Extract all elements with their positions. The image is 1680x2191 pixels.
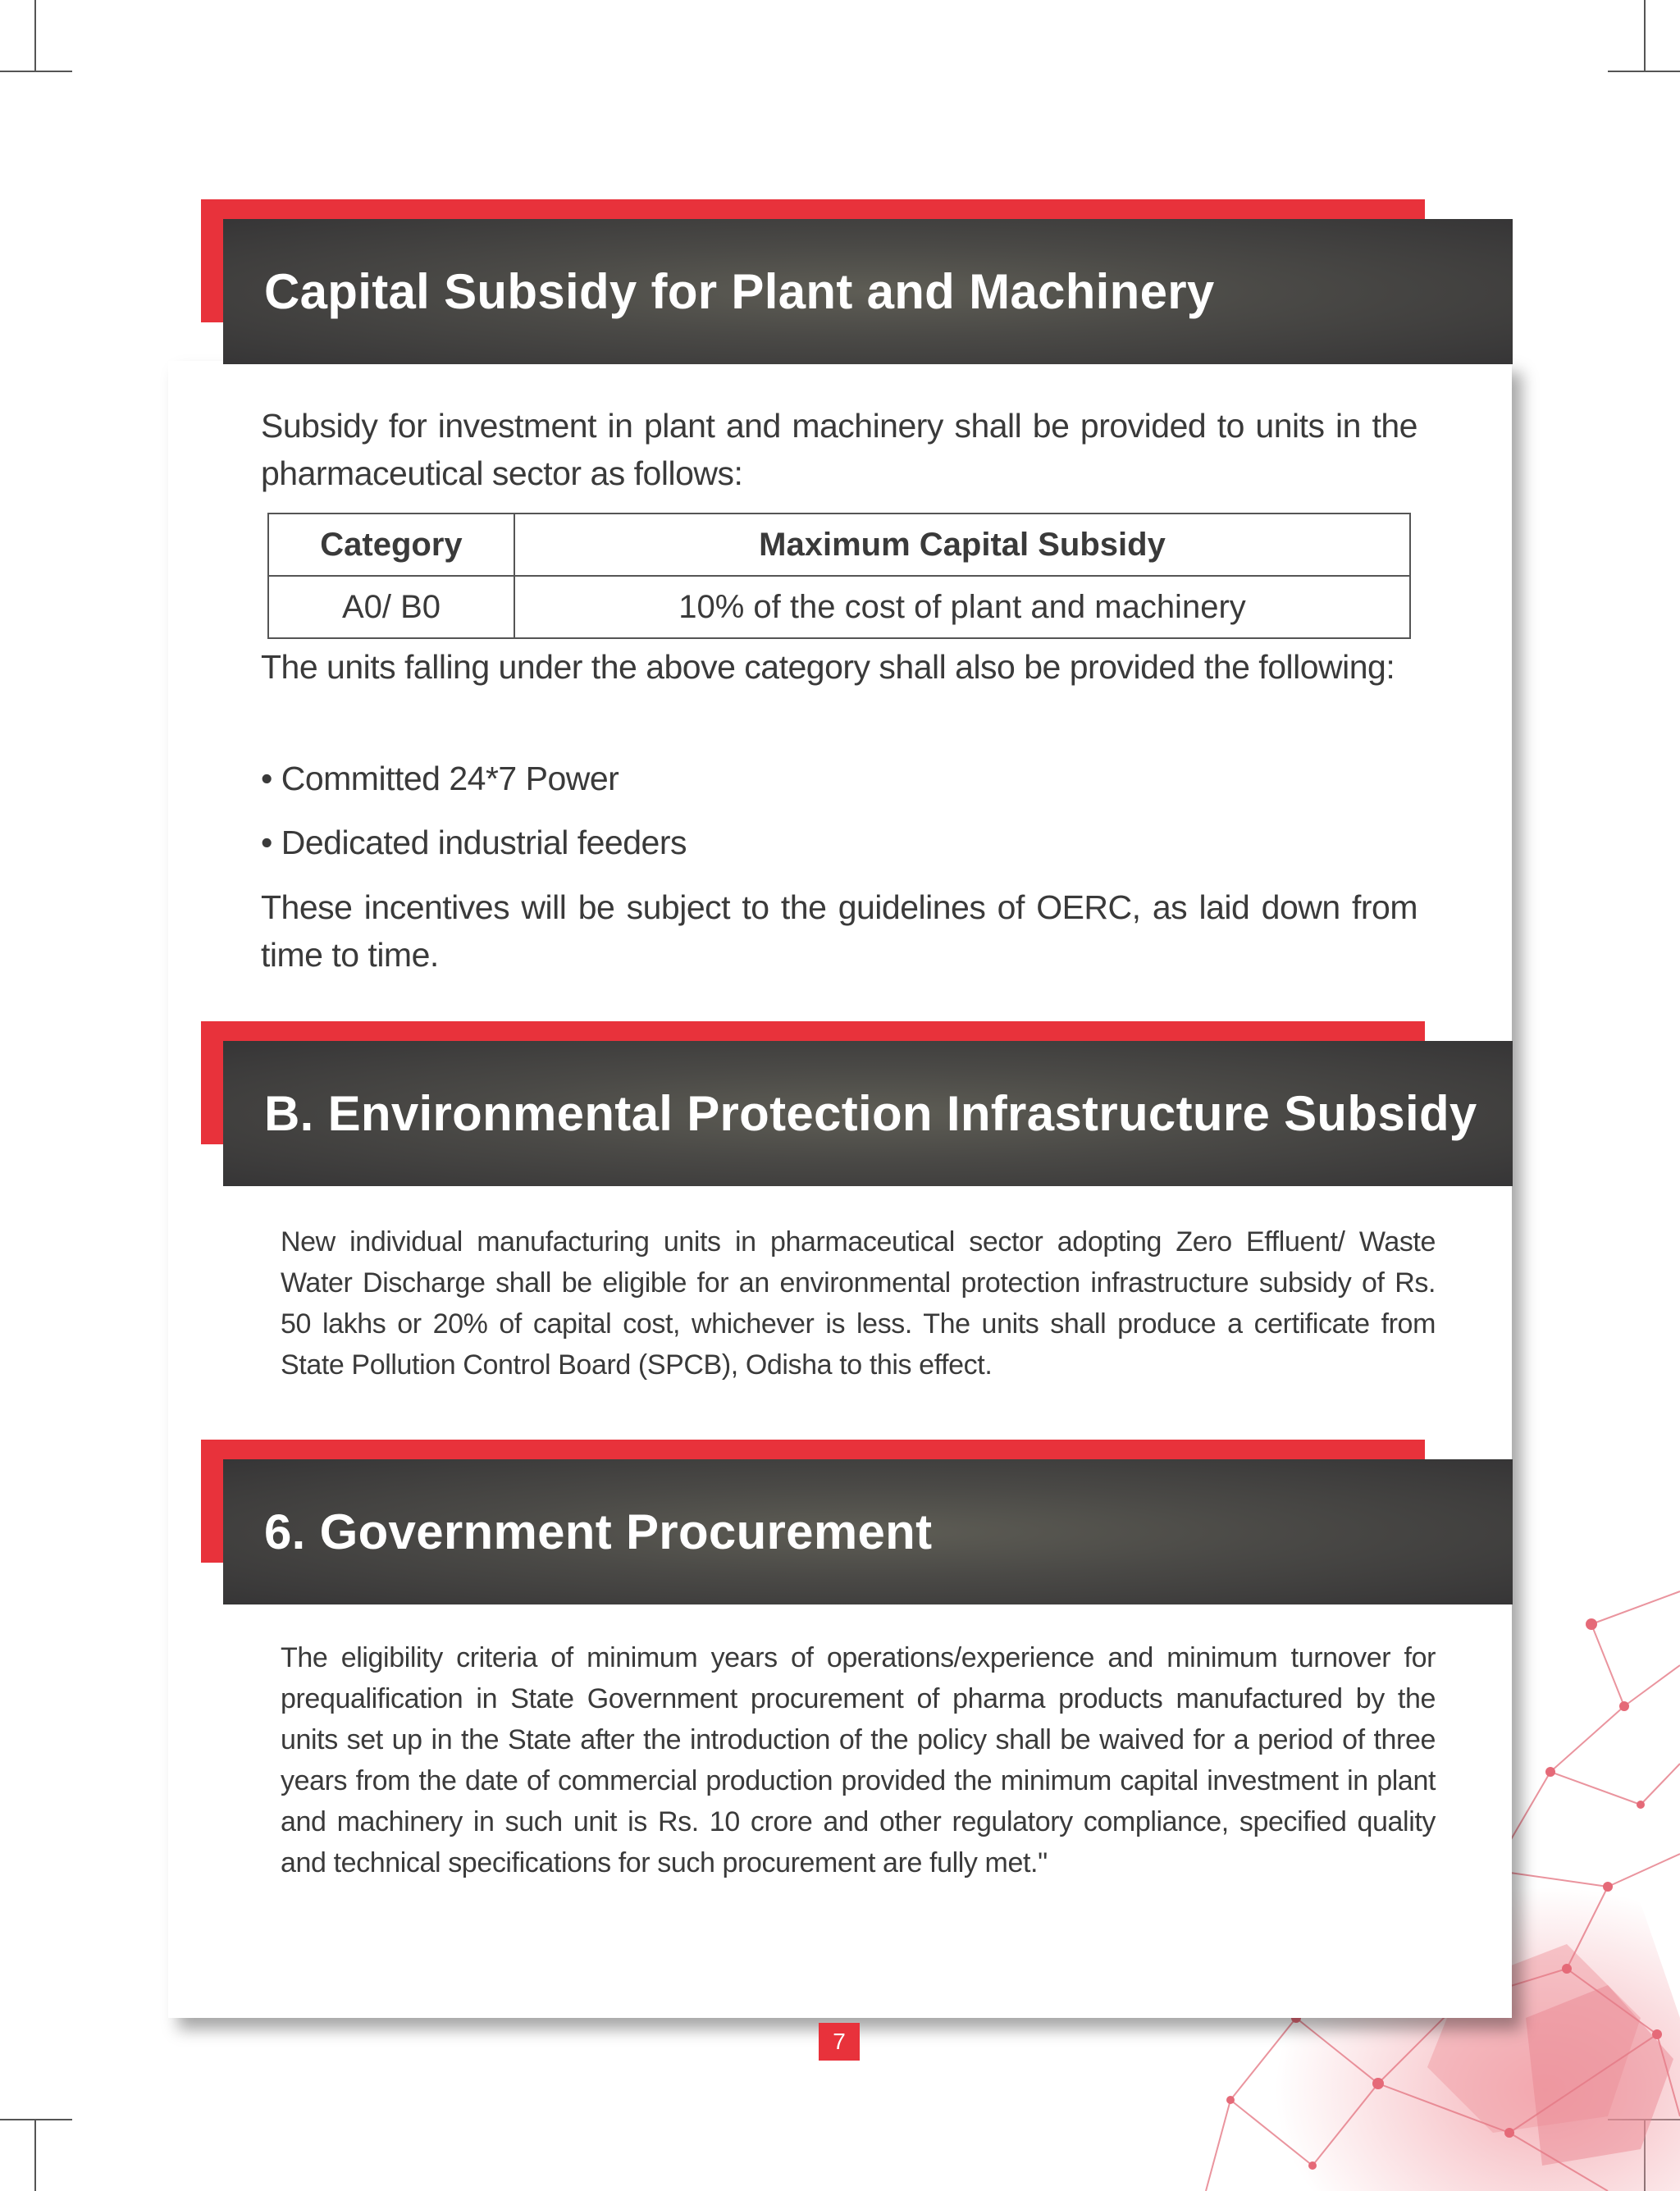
- government-procurement-body: The eligibility criteria of minimum years of operations/experience and minimum turnover for prequalification in State Government procurement of pharma products manufactured by the units set up in the State after the introduction of the policy shall be waived for a period of three years from the date of commercial production provided the minimum capital investment in plant and machinery in such unit is Rs. 10 crore and other regulatory compliance, specified quality and technical specifications for such procurement are fully met.": [281, 1642, 1436, 1878]
- table-row: [268, 576, 1410, 638]
- section-title: B. Environmental Protection Infrastructure Subsidy: [264, 1086, 1477, 1141]
- table-header-row: [268, 514, 1410, 576]
- bullet-item: • Committed 24*7 Power: [261, 760, 619, 797]
- page-number: 7: [819, 2023, 860, 2061]
- environmental-subsidy-body: New individual manufacturing units in pharmaceutical sector adopting Zero Effluent/ Waste Water Discharge shall be eligible for an environmental protection infrastructure subsidy of Rs. 50 lakhs or 20% of capital cost, whichever is less. The units shall produce a certificate from State Pollution Control Board (SPCB), Odisha to this effect.: [281, 1226, 1436, 1381]
- crop-mark: [1644, 0, 1646, 72]
- table-header-cell: Category: [268, 514, 514, 576]
- crop-mark: [34, 0, 36, 72]
- section-title: 6. Government Procurement: [264, 1504, 933, 1559]
- crop-mark: [0, 2119, 72, 2120]
- crop-mark: [1608, 71, 1680, 72]
- bullet-item: • Dedicated industrial feeders: [261, 824, 687, 861]
- section-header-capital-subsidy: [223, 219, 1513, 364]
- capital-subsidy-intro: Subsidy for investment in plant and machinery shall be provided to units in the pharmaceutical sector as follows:: [261, 407, 1418, 492]
- oerc-note: These incentives will be subject to the guidelines of OERC, as laid down from time to time.: [261, 888, 1418, 974]
- additional-benefits-text: The units falling under the above category shall also be provided the following:: [261, 648, 1395, 686]
- section-header-environmental-subsidy: [223, 1041, 1513, 1186]
- crop-mark: [0, 71, 72, 72]
- section-header-government-procurement: [223, 1459, 1513, 1604]
- subsidy-table: [267, 513, 1411, 639]
- table-cell: A0/ B0: [268, 576, 514, 638]
- section-title: Capital Subsidy for Plant and Machinery: [264, 264, 1215, 319]
- table-cell: 10% of the cost of plant and machinery: [514, 576, 1410, 638]
- crop-mark: [34, 2119, 36, 2191]
- table-header-cell: Maximum Capital Subsidy: [514, 514, 1410, 576]
